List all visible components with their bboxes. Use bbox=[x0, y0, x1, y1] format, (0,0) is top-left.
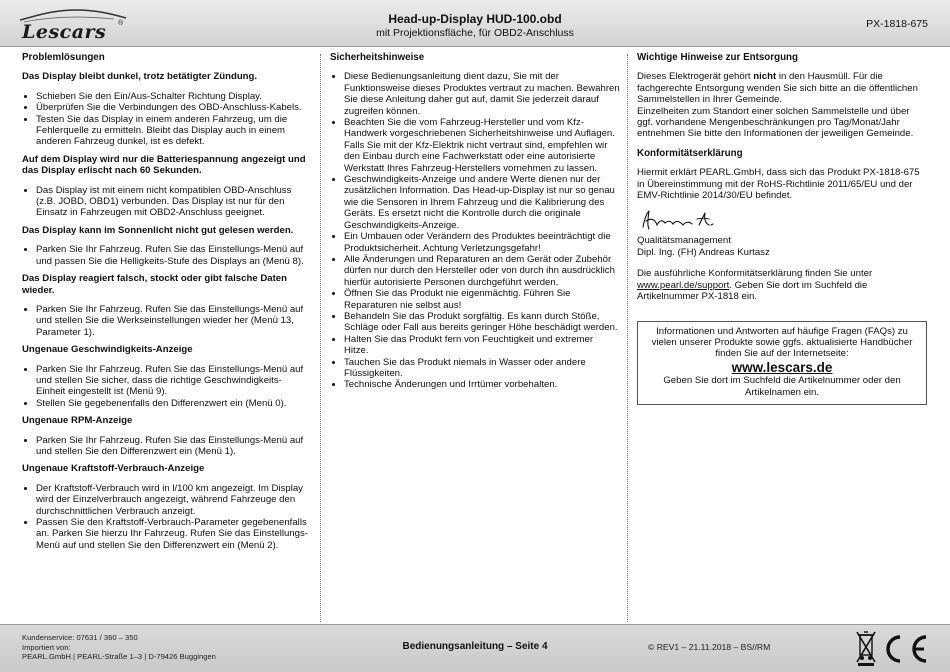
signature bbox=[637, 207, 927, 235]
list-item: • Öffnen Sie das Produkt nie eigenmächtig. Führen Sie Reparaturen nie selbst aus! bbox=[344, 288, 620, 311]
list-item: • Parken Sie Ihr Fahrzeug. Rufen Sie das Einstellungs-Menü auf und stellen Sie den Differenzwert ein (Menü 1). bbox=[36, 435, 310, 458]
list-item: • Testen Sie das Display in einem anderen Fahrzeug, um die Fehlerquelle zu ermitteln. Bleibt das Display auch in einem anderen Fahrzeug dunkel, ist es defekt. bbox=[36, 114, 310, 148]
qm-name: Dipl. Ing. (FH) Andreas Kurtasz bbox=[637, 246, 770, 258]
faq-hint: Geben Sie dort im Suchfeld die Artikelnummer oder den Artikelnamen ein. bbox=[663, 375, 901, 398]
column-divider bbox=[627, 54, 628, 622]
list-item: • Überprüfen Sie die Verbindungen des OBD-Anschluss-Kabels. bbox=[36, 102, 310, 113]
solution-list bbox=[22, 185, 310, 219]
solution-list bbox=[22, 483, 310, 551]
faq-text: Informationen und Antworten auf häufige Fragen (FAQs) zu vielen unserer Produkte sowie ggfs. aktualisierte Handbücher finden Sie auf der Internetseite: bbox=[651, 325, 913, 360]
list-item: • Halten Sie das Produkt fern von Feuchtigkeit und extremer Hitze. bbox=[344, 334, 620, 357]
list-item: • Ein Umbauen oder Verändern des Produktes beeinträchtigt die Produktsicherheit. Achtung Verletzungsgefahr! bbox=[344, 231, 620, 254]
importer-label: Importiert von: bbox=[22, 642, 71, 652]
details-text: Die ausführliche Konformitätserklärung finden Sie unter bbox=[637, 268, 873, 280]
disposal-text-part: Dieses Elektrogerät gehört bbox=[637, 71, 754, 83]
section-heading: Sicherheitshinweise bbox=[330, 52, 425, 63]
list-item: • Parken Sie Ihr Fahrzeug. Rufen Sie das Einstellungs-Menü auf und stellen Sie sicher, dass die richtige Geschwindigkeits-Einheit eingestellt ist (Menü 9). bbox=[36, 364, 310, 398]
list-item: • Diese Bedienungsanleitung dient dazu, Sie mit der Funktionsweise dieses Produktes vertraut zu machen. Bewahren Sie diese Anleitung daher gut auf, damit Sie jederzeit darauf zugreifen können. bbox=[344, 71, 620, 117]
faq-website-link[interactable]: www.lescars.de bbox=[731, 359, 833, 375]
signature-image bbox=[637, 207, 757, 235]
list-item: • Stellen Sie gegebenenfalls den Differenzwert ein (Menü 0). bbox=[36, 398, 310, 409]
problem-title: Ungenaue RPM-Anzeige bbox=[22, 415, 133, 427]
logo-text: Lescars bbox=[22, 21, 107, 43]
disposal-text bbox=[637, 71, 927, 139]
problem-title: Das Display kann im Sonnenlicht nicht gut gelesen werden. bbox=[22, 224, 294, 236]
list-item: • Beachten Sie die vom Fahrzeug-Hersteller und vom Kfz-Handwerk vorgeschriebenen Sicherheitshinweise und Auflagen. Falls Sie mit der Kfz-Elektrik nicht vertraut sind, empfehlen wir den Einbau durch eine Fachwerkstatt oder eine autorisierte Werkstatt Ihres Fahrzeug-Herstellers vornehmen zu lassen. bbox=[344, 117, 620, 174]
solution-list bbox=[22, 364, 310, 410]
section-heading: Wichtige Hinweise zur Entsorgung bbox=[637, 52, 799, 63]
list-item: • Technische Änderungen und Irrtümer vorbehalten. bbox=[344, 379, 620, 390]
list-item: • Passen Sie den Kraftstoff-Verbrauch-Parameter gegebenenfalls an. Parken Sie hierzu Ihr Fahrzeug. Rufen Sie das Einstellungs-Menü auf und stellen Sie den Differenzwert ein (Menü 2). bbox=[36, 517, 310, 551]
weee-bin-icon bbox=[856, 629, 876, 667]
page-footer bbox=[0, 624, 950, 672]
conformity-text: Hiermit erklärt PEARL.GmbH, dass sich das Produkt PX-1818-675 in Übereinstimmung mit der RoHS-Richtlinie 2011/65/EU und der EMV-Richtlinie 2014/30/EU befindet. bbox=[637, 167, 920, 202]
solution-list bbox=[22, 304, 310, 338]
revision-info: © REV1 – 21.11.2018 – BS//RM bbox=[648, 642, 771, 652]
page-header bbox=[0, 0, 950, 47]
disposal-column bbox=[637, 52, 927, 405]
list-item: • Parken Sie Ihr Fahrzeug. Rufen Sie das Einstellungs-Menü auf und stellen Sie die Werkseinstellungen wieder her (Menü 13, Parameter 1). bbox=[36, 304, 310, 338]
problem-title: Ungenaue Geschwindigkeits-Anzeige bbox=[22, 344, 193, 356]
list-item: • Das Display ist mit einem nicht kompatiblen OBD-Anschluss (z.B. JOBD, OBD1) verbunden. Das Display ist nur für den Einsatz in Fahrzeugen mit OBD2-Anschluss geeignet. bbox=[36, 185, 310, 219]
registered-mark: ® bbox=[118, 20, 124, 27]
disposal-emphasis: nicht bbox=[753, 71, 777, 83]
article-number: PX-1818-675 bbox=[866, 18, 928, 30]
qm-title: Qualitätsmanagement bbox=[637, 235, 731, 247]
section-heading: Problemlösungen bbox=[22, 52, 105, 63]
support-link[interactable]: www.pearl.de/support bbox=[637, 279, 730, 291]
list-item: • Der Kraftstoff-Verbrauch wird in l/100 km angezeigt. Im Display wird der Einzelverbrauch angezeigt, während Fahrzeuge den durchschnittlichen Verbrauch anzeigt. bbox=[36, 483, 310, 517]
list-item: • Alle Änderungen und Reparaturen an dem Gerät oder Zubehör dürfen nur durch den Hersteller oder von durch ihn ausdrücklich hierfür autorisierte Personen durchgeführt werden. bbox=[344, 254, 620, 288]
disposal-details: Einzelheiten zum Standort einer solchen Sammelstelle und über ggf. vorhandene Mengenbeschränkungen pro Tag/Monat/Jahr entnehmen Sie bitte den Informationen der jeweiligen Gemeinde. bbox=[637, 105, 914, 140]
problem-title: Das Display reagiert falsch, stockt oder gibt falsche Daten wieder. bbox=[22, 273, 287, 296]
problem-title: Auf dem Display wird nur die Batteriespannung angezeigt und das Display erlischt nach 60 Sekunden. bbox=[22, 153, 306, 177]
solution-list bbox=[22, 244, 310, 267]
list-item: • Tauchen Sie das Produkt niemals in Wasser oder andere Flüssigkeiten. bbox=[344, 357, 620, 380]
importer-info bbox=[22, 633, 216, 662]
conformity-details bbox=[637, 268, 927, 302]
list-item: • Parken Sie Ihr Fahrzeug. Rufen Sie das Einstellungs-Menü auf und passen Sie die Helligkeits-Stufe des Displays an (Menü 8). bbox=[36, 244, 310, 267]
lescars-logo bbox=[14, 6, 134, 42]
problem-title: Das Display bleibt dunkel, trotz betätigter Zündung. bbox=[22, 71, 258, 83]
details-text: . Geben Sie dort im Suchfeld die Artikelnummer PX-1818 ein. bbox=[637, 279, 868, 303]
list-item: • Schieben Sie den Ein/Aus-Schalter Richtung Display. bbox=[36, 91, 310, 102]
disposal-text-part: in den Hausmüll. Für die fachgerechte Entsorgung wenden Sie sich bitte an die öffentlichen Sammelstellen in Ihrer Gemeinde. bbox=[637, 71, 918, 106]
faq-box bbox=[637, 321, 927, 405]
section-heading: Konformitätserklärung bbox=[637, 147, 743, 159]
page-indicator: Bedienungsanleitung – Seite 4 bbox=[402, 641, 548, 652]
column-divider bbox=[320, 54, 321, 622]
solution-list bbox=[22, 435, 310, 458]
safety-column bbox=[330, 52, 620, 397]
troubleshooting-column bbox=[22, 52, 310, 557]
ce-mark-icon bbox=[878, 633, 930, 665]
safety-list bbox=[330, 71, 620, 390]
importer-address: PEARL.GmbH | PEARL-Straße 1–3 | D-79426 Buggingen bbox=[22, 652, 216, 662]
product-subtitle: mit Projektionsfläche, für OBD2-Anschluss bbox=[376, 27, 574, 39]
list-item: • Behandeln Sie das Produkt sorgfältig. Es kann durch Stöße, Schläge oder Fall aus bereits geringer Höhe beschädigt werden. bbox=[344, 311, 620, 334]
product-title: Head-up-Display HUD-100.obd bbox=[388, 12, 562, 26]
solution-list bbox=[22, 91, 310, 148]
problem-title: Ungenaue Kraftstoff-Verbrauch-Anzeige bbox=[22, 463, 205, 475]
customer-service: Kundenservice: 07631 / 360 – 350 bbox=[22, 633, 138, 642]
list-item: • Geschwindigkeits-Anzeige und andere Werte dienen nur der zusätzlichen Information. Das Head-up-Display ist nur so genau wie die Sensoren in Ihrem Fahrzeug und die Kalibrierung des Geräts. Es ersetzt nicht die Kontrolle durch die originale Geschwindigkeits-Anzeige. bbox=[344, 174, 620, 231]
